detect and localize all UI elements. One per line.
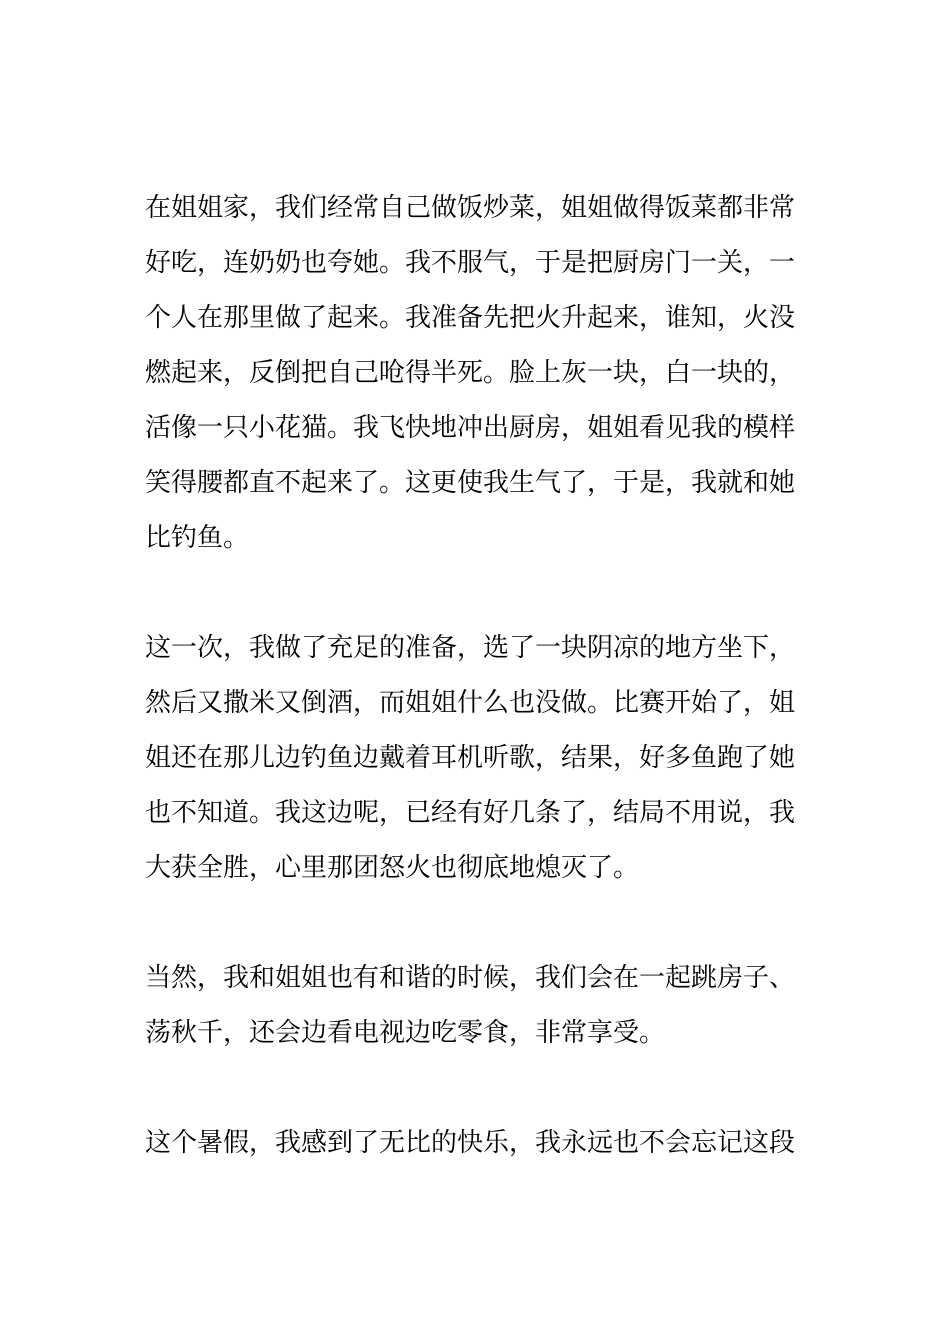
document-body: [145, 181, 815, 1171]
paragraph-line: 比钓鱼。: [145, 523, 250, 553]
paragraph-line: 荡秋千，还会边看电视边吃零食，非常享受。: [145, 1018, 666, 1048]
paragraph-line: 活像一只小花猫。我飞快地冲出厨房，姐姐看见我的模样: [145, 413, 796, 443]
paragraph-line: 个人在那里做了起来。我准备先把火升起来，谁知，火没: [145, 303, 796, 333]
paragraph-line: 在姐姐家，我们经常自己做饭炒菜，姐姐做得饭菜都非常: [145, 193, 796, 223]
paragraph-4: [145, 1116, 815, 1171]
paragraph-2: [145, 621, 815, 896]
paragraph-line: 当然，我和姐姐也有和谐的时候，我们会在一起跳房子、: [145, 963, 796, 993]
paragraph-line: 姐还在那儿边钓鱼边戴着耳机听歌，结果，好多鱼跑了她: [145, 743, 796, 773]
paragraph-spacer: [145, 566, 815, 621]
paragraph-line: 大获全胜，心里那团怒火也彻底地熄灭了。: [145, 853, 640, 883]
paragraph-line: 燃起来，反倒把自己呛得半死。脸上灰一块，白一块的，: [145, 358, 796, 388]
paragraph-spacer: [145, 896, 815, 951]
paragraph-spacer: [145, 1061, 815, 1116]
paragraph-line: 然后又撒米又倒酒，而姐姐什么也没做。比赛开始了，姐: [145, 688, 796, 718]
paragraph-line: 这一次，我做了充足的准备，选了一块阴凉的地方坐下，: [145, 633, 796, 663]
paragraph-line: 好吃，连奶奶也夸她。我不服气，于是把厨房门一关，一: [145, 248, 796, 278]
paragraph-1: [145, 181, 815, 566]
paragraph-3: [145, 951, 815, 1061]
paragraph-line: 这个暑假，我感到了无比的快乐，我永远也不会忘记这段: [145, 1128, 796, 1158]
paragraph-line: 也不知道。我这边呢，已经有好几条了，结局不用说，我: [145, 798, 796, 828]
paragraph-line: 笑得腰都直不起来了。这更使我生气了，于是，我就和她: [145, 468, 796, 498]
